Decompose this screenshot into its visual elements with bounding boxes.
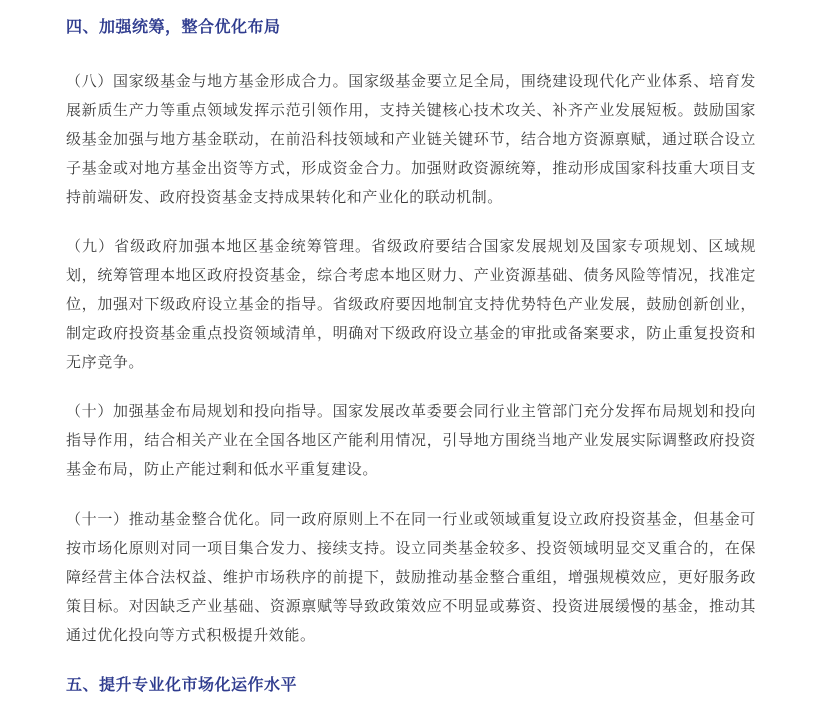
section-heading-4: 四、加强统筹，整合优化布局 — [66, 17, 281, 36]
paragraph-10: （十）加强基金布局规划和投向指导。国家发展改革委要会同行业主管部门充分发挥布局规划和投向指导作用，结合相关产业在全国各地区产能利用情况，引导地方围绕当地产业发展实际调整政府投资基金布局，防止产能过剩和低水平重复建设。 — [66, 402, 756, 478]
section-heading-5: 五、提升专业化市场化运作水平 — [66, 675, 298, 694]
paragraph-11: （十一）推动基金整合优化。同一政府原则上不在同一行业或领域重复设立政府投资基金，但基金可按市场化原则对同一项目集合发力、接续支持。设立同类基金较多、投资领域明显交叉重合的，在保障经营主体合法权益、维护市场秩序的前提下，鼓励推动基金整合重组，增强规模效应，更好服务政策目标。对因缺乏产业基础、资源禀赋等导致政策效应不明显或募资、投资进展缓慢的基金，推动其通过优化投向等方式积极提升效能。 — [66, 510, 756, 644]
paragraph-9: （九）省级政府加强本地区基金统筹管理。省级政府要结合国家发展规划及国家专项规划、区域规划，统筹管理本地区政府投资基金，综合考虑本地区财力、产业资源基础、债务风险等情况，找准定位，加强对下级政府设立基金的指导。省级政府要因地制宜支持优势特色产业发展，鼓励创新创业，制定政府投资基金重点投资领域清单，明确对下级政府设立基金的审批或备案要求，防止重复投资和无序竞争。 — [66, 237, 756, 371]
paragraph-8: （八）国家级基金与地方基金形成合力。国家级基金要立足全局，围绕建设现代化产业体系、培育发展新质生产力等重点领域发挥示范引领作用，支持关键核心技术攻关、补齐产业发展短板。鼓励国家级基金加强与地方基金联动，在前沿科技领域和产业链关键环节，结合地方资源禀赋，通过联合设立子基金或对地方基金出资等方式，形成资金合力。加强财政资源统筹，推动形成国家科技重大项目支持前端研发、政府投资基金支持成果转化和产业化的联动机制。 — [66, 72, 756, 206]
